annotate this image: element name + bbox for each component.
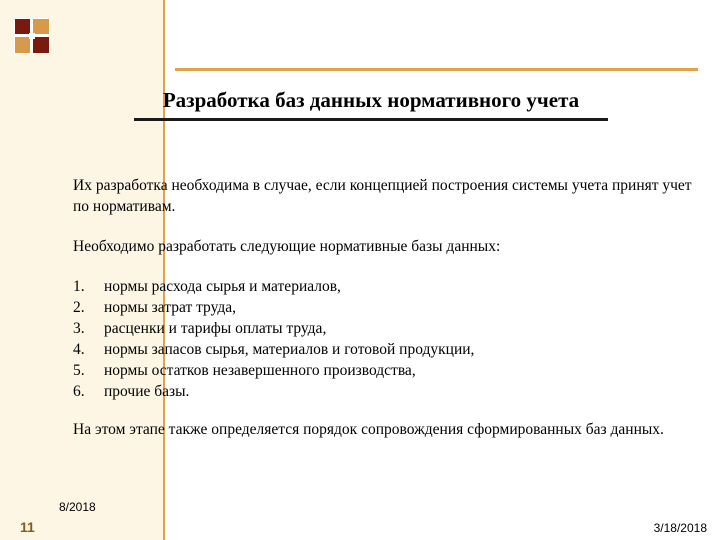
list-item [73, 318, 693, 339]
header-rule [175, 68, 698, 71]
list-item-text: нормы остатков незавершенного производства, [104, 362, 416, 379]
logo-grid-icon [14, 18, 50, 54]
list-item [73, 276, 693, 297]
list-item-number: 2. [73, 299, 85, 316]
slide-title: Разработка баз данных нормативного учета [134, 88, 608, 121]
list-item-text: нормы затрат труда, [104, 299, 237, 316]
slide-body [73, 175, 693, 440]
list-item-text: расценки и тарифы оплаты труда, [104, 320, 327, 337]
intro-paragraph: Их разработка необходима в случае, если концепцией построения системы учета принят учет по нормативам. [73, 177, 692, 215]
list-item-number: 3. [73, 320, 85, 337]
footer-date-right: 3/18/2018 [653, 521, 707, 535]
list-item [73, 381, 693, 402]
list-item-text: прочие базы. [104, 383, 190, 400]
list-item-number: 6. [73, 383, 85, 400]
list-intro: Необходимо разработать следующие нормативные базы данных: [73, 238, 501, 255]
page-number: 11 [20, 519, 35, 535]
list-item-number: 1. [73, 278, 85, 295]
closing-paragraph: На этом этапе также определяется порядок сопровождения сформированных баз данных. [73, 421, 664, 438]
list-item-text: нормы расхода сырья и материалов, [104, 278, 341, 295]
list-item-number: 5. [73, 362, 85, 379]
list-item [73, 360, 693, 381]
list-item-text: нормы запасов сырья, материалов и готовой продукции, [104, 341, 475, 358]
list-item-number: 4. [73, 341, 85, 358]
database-list [73, 276, 693, 402]
list-item [73, 339, 693, 360]
footer-date-left: 8/2018 [59, 500, 96, 514]
list-item [73, 297, 693, 318]
